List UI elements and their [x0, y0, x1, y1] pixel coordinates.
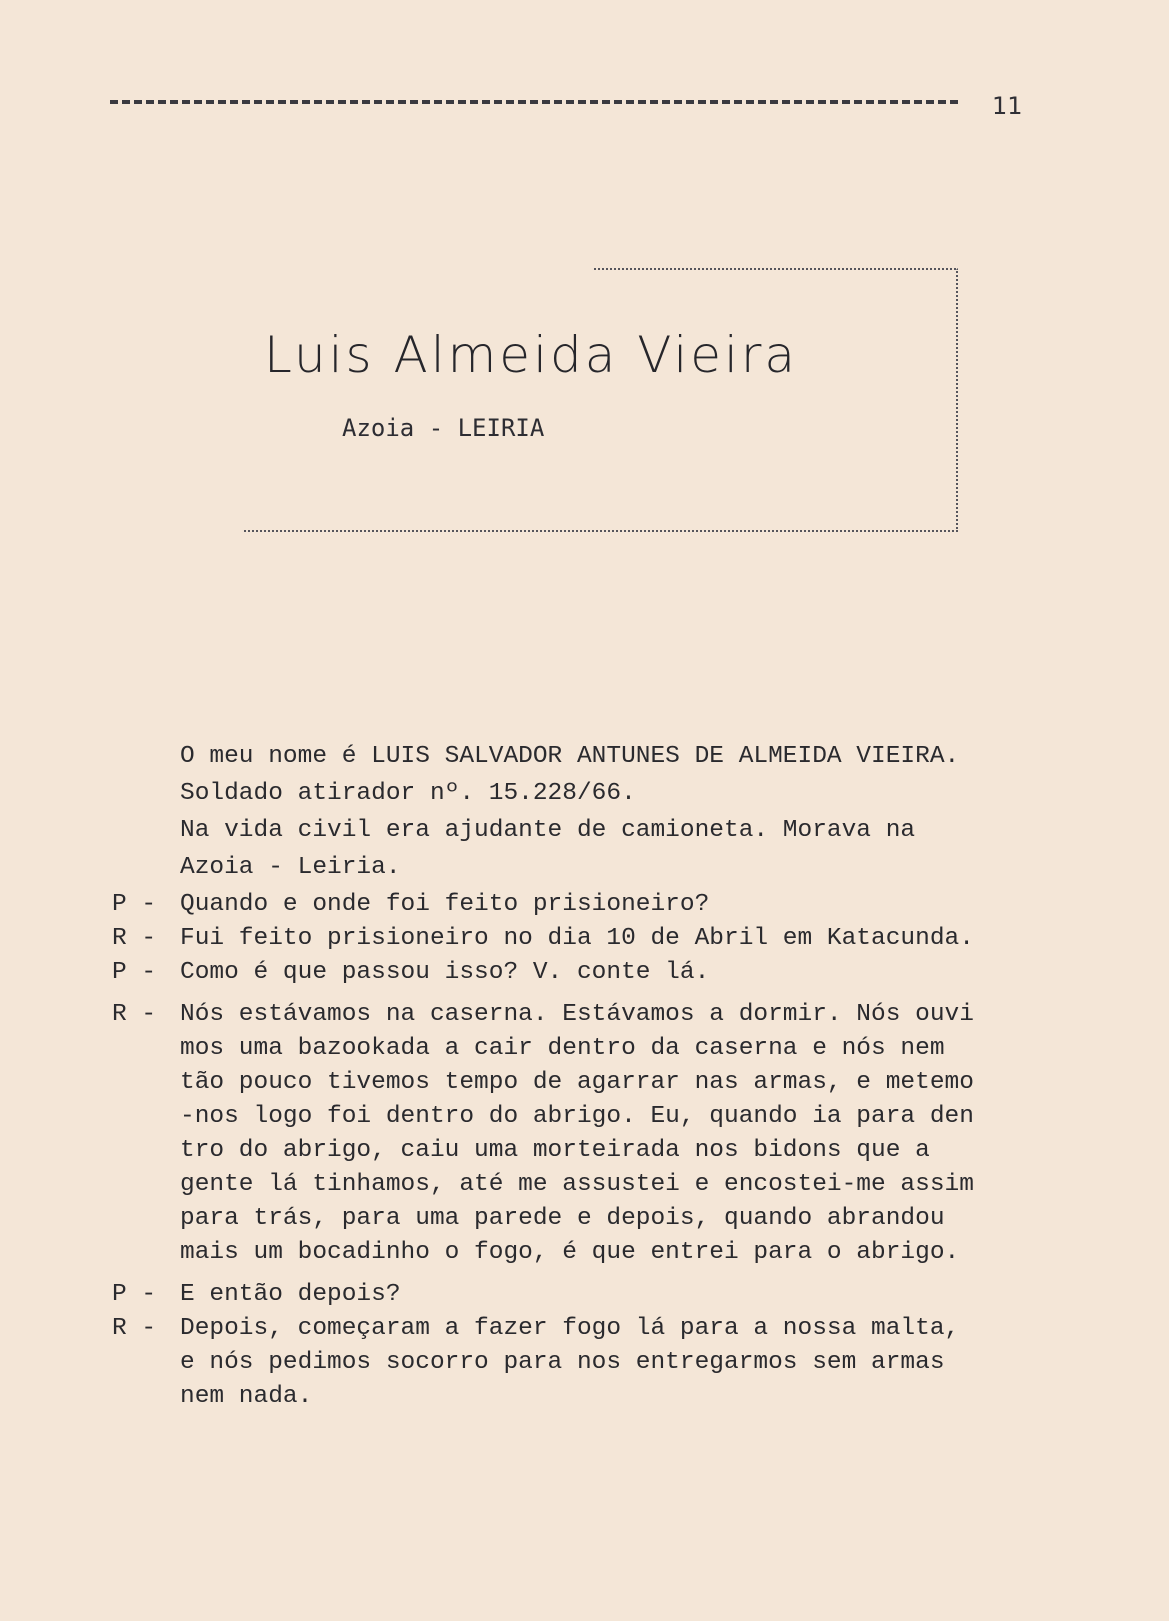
intro-line: Na vida civil era ajudante de camioneta. Morava na — [180, 817, 916, 844]
speech-line: -nos logo foi dentro do abrigo. Eu, quando ia para den — [180, 1103, 974, 1130]
speech-text — [180, 922, 1042, 956]
dialogue-turn — [112, 888, 1042, 922]
intro-section — [112, 740, 1042, 885]
speech-line: Quando e onde foi feito prisioneiro? — [180, 891, 710, 918]
speech-text — [180, 1312, 1042, 1414]
speech-line: e nós pedimos socorro para nos entregarmos sem armas — [180, 1349, 945, 1376]
speech-line: para trás, para uma parede e depois, quando abrandou — [180, 1205, 945, 1232]
speech-text — [180, 998, 1042, 1270]
interviewee-name: Luis Almeida Vieira — [264, 326, 799, 384]
spacer — [112, 990, 1042, 998]
speech-line: nem nada. — [180, 1383, 313, 1410]
spacer — [112, 1270, 1042, 1278]
top-dashed-rule — [110, 100, 958, 104]
intro-line: O meu nome é LUIS SALVADOR ANTUNES DE ALMEIDA VIEIRA. — [180, 743, 960, 770]
speech-line: Fui feito prisioneiro no dia 10 de Abril em Katacunda. — [180, 925, 974, 952]
interviewee-location: Azoia - LEIRIA — [342, 414, 545, 442]
speech-line: Como é que passou isso? V. conte lá. — [180, 959, 710, 986]
speaker-label: P - — [112, 959, 157, 986]
speech-line: E então depois? — [180, 1281, 401, 1308]
dialogue-turn — [112, 1312, 1042, 1414]
dialogue-turn — [112, 1278, 1042, 1312]
speech-line: tão pouco tivemos tempo de agarrar nas armas, e metemo — [180, 1069, 974, 1096]
speech-text — [180, 956, 1042, 990]
intro-line: Azoia - Leiria. — [180, 854, 401, 881]
speech-line: Nós estávamos na caserna. Estávamos a dormir. Nós ouvi — [180, 1001, 974, 1028]
speaker-label: P - — [112, 891, 157, 918]
intro-line: Soldado atirador nº. 15.228/66. — [180, 780, 636, 807]
speech-line: mos uma bazookada a cair dentro da caserna e nós nem — [180, 1035, 945, 1062]
dialogue-section — [112, 888, 1042, 1414]
speech-line: gente lá tinhamos, até me assustei e encostei-me assim — [180, 1171, 974, 1198]
speaker-label: R - — [112, 925, 157, 952]
dialogue-turn — [112, 922, 1042, 956]
speaker-label: R - — [112, 1001, 157, 1028]
speech-line: Depois, começaram a fazer fogo lá para a nossa malta, — [180, 1315, 960, 1342]
speech-text — [180, 1278, 1042, 1312]
transcript-body — [112, 740, 1042, 1414]
speech-text — [180, 888, 1042, 922]
title-frame — [244, 268, 958, 532]
speaker-label: P - — [112, 1281, 157, 1308]
speaker-label: R - — [112, 1315, 157, 1342]
page-number: 11 — [992, 92, 1023, 120]
speech-line: tro do abrigo, caiu uma morteirada nos bidons que a — [180, 1137, 930, 1164]
dialogue-turn — [112, 956, 1042, 990]
dialogue-turn — [112, 998, 1042, 1270]
speech-line: mais um bocadinho o fogo, é que entrei para o abrigo. — [180, 1239, 960, 1266]
